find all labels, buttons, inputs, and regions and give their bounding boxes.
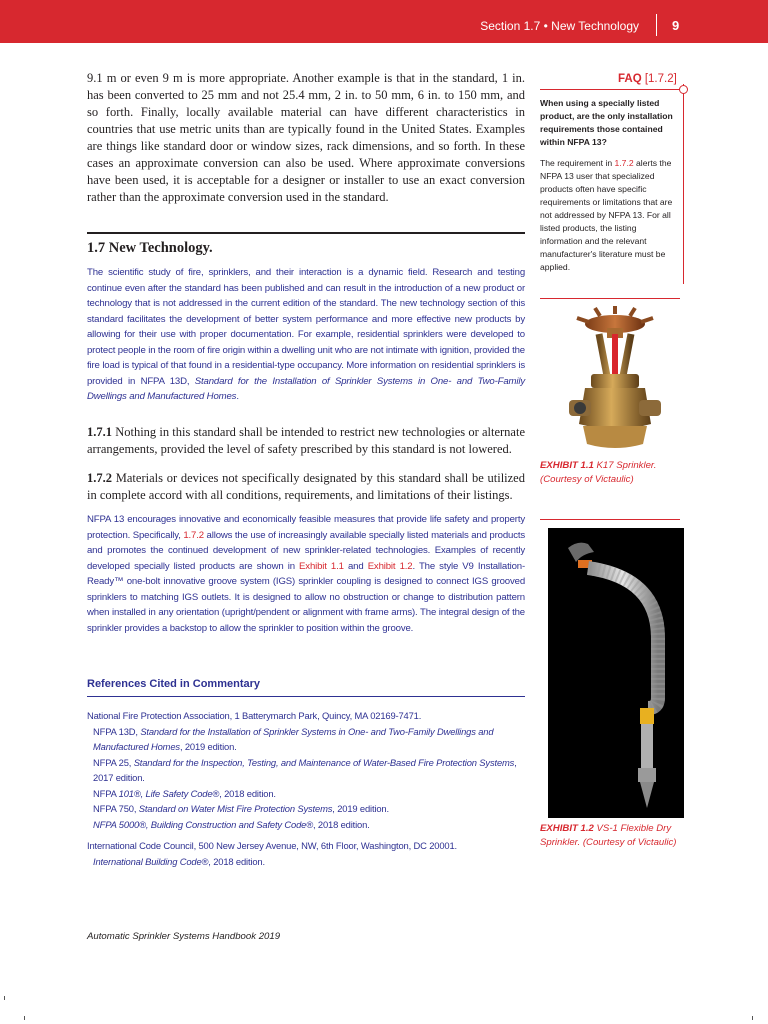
vs1-flexible-dry-sprinkler-image <box>548 528 684 818</box>
references-rule <box>87 696 525 697</box>
reference-item: International Building Code®, 2018 edition. <box>93 855 265 867</box>
header-divider <box>656 14 657 36</box>
sidebar-divider <box>683 84 684 284</box>
exhibit-caption-text: K17 Sprinkler. (Courtesy of Victaulic) <box>540 460 657 485</box>
faq-link-1-7-2[interactable]: 1.7.2 <box>614 158 634 168</box>
commentary-text: allows the use of increasingly available specially listed materials and products and promotes the continued development of new sprinkler-related technologies. Examples of recently developed specially listed products are shown in <box>87 529 526 572</box>
reference-org: International Code Council, 500 New Jersey Avenue, NW, 6th Floor, Washington, DC 20001. <box>87 840 457 851</box>
faq-marker-icon <box>679 85 688 94</box>
commentary-text: . The style V9 Installation-Ready™ one-bolt innovative groove system (IGS) sprinkler coupling is designed to connect IGS grooved sprinklers to matching IGS outlets. It is designed to allow no obstruction or change to distribution pattern when installed in any orientation (upright/pendent or alignment with frame arms). The integral design of the sprinkler provides a backstop to allow the sprinkler to position within the groove. <box>87 560 525 634</box>
crop-mark <box>752 1016 753 1020</box>
faq-answer: The requirement in 1.7.2 alerts the NFPA 13 user that specialized products often have specific requirements or limitations that are not addressed by NFPA 13. For all listed products, the listing information and the relevant manufacturer's literature must be applied. <box>540 158 673 272</box>
crop-mark <box>24 1016 25 1020</box>
page-number: 9 <box>672 18 680 33</box>
commentary-text: and <box>343 560 368 572</box>
exhibit-label: EXHIBIT 1.1 <box>540 460 594 471</box>
link-exhibit-1-2[interactable]: Exhibit 1.2 <box>367 560 413 572</box>
faq-label: FAQ <box>618 73 642 85</box>
commentary-text: The scientific study of fire, sprinklers, and their interaction is a dynamic field. Research and testing continue even after the standard has been published and can result in the introduction of a new product or technology that is not addressed in the current edition of the standard. The new technology section of this standard facilitates the development of better system performance and more effective new products by allowing for their use with proper documentation. For example, residential sprinklers were developed to protect people in the room of fire origin within a dwelling unit who are not intimate with ignition, provided the fire load is typical of that found in a residential-type occupancy. More information on residential sprinklers is provided in NFPA 13D, <box>87 267 525 387</box>
reference-item: NFPA 101®, Life Safety Code®, 2018 edition. <box>93 787 276 799</box>
section-number: 1.7.1 <box>87 425 112 439</box>
faq-question: When using a specially listed product, are the only installation requirements those contained within NFPA 13? <box>540 98 673 147</box>
commentary-text: NFPA 13 encourages innovative and economically feasible measures that provide life safety and property protection. Specifically, <box>87 514 525 541</box>
exhibit-1-1-caption <box>540 459 680 487</box>
faq-rule <box>540 89 680 90</box>
section-1-7-1 <box>87 424 525 458</box>
intro-paragraph: 9.1 m or even 9 m is more appropriate. Another example is that in the standard, 1 in. has been converted to 25 mm and not 25.4 mm, 2 in. to 50 mm, 6 in. to 150 mm, and so forth. Finally, locally available material can have different characteristics in countries that use metric units than are typically found in the United States. Examples are things like standard door or window sizes, rack dimensions, and so forth. In these cases an approximate conversion can also be used. Where approximate conversions have been used, it is acceptable for a designer or installer to use an exact conversion rather than the approximate conversion used in the standard. <box>87 71 525 204</box>
references-list <box>87 708 525 869</box>
reference-item: NFPA 5000®, Building Construction and Safety Code®, 2018 edition. <box>93 818 370 830</box>
link-exhibit-1-1[interactable]: Exhibit 1.1 <box>299 560 344 572</box>
exhibit-1-2-caption <box>540 822 680 850</box>
page-header <box>0 0 768 43</box>
reference-item: NFPA 13D, Standard for the Installation of Sprinkler Systems in One- and Two-Family Dwellings and Manufactured Homes, 2019 edition. <box>93 725 494 752</box>
link-1-7-2[interactable]: 1.7.2 <box>183 529 204 541</box>
reference-item: NFPA 750, Standard on Water Mist Fire Protection Systems, 2019 edition. <box>93 803 389 814</box>
section-text: Materials or devices not specifically designated by this standard shall be utilized in complete accord with all conditions, requirements, and limitations of their listings. <box>87 471 525 502</box>
section-number: 1.7.2 <box>87 471 112 485</box>
section-text: Nothing in this standard shall be intended to restrict new technologies or alternate arrangements, provided the level of safety prescribed by this standard is not lowered. <box>87 425 525 456</box>
crop-mark <box>4 996 5 1000</box>
exhibit-label: EXHIBIT 1.2 <box>540 823 594 834</box>
exhibit-caption-text: VS-1 Flexible Dry Sprinkler. (Courtesy of Victaulic) <box>540 823 677 848</box>
faq-title <box>618 73 677 85</box>
nfpa-commentary <box>87 512 525 636</box>
sidebar-rule <box>540 298 680 299</box>
reference-org: National Fire Protection Association, 1 Batterymarch Park, Quincy, MA 02169-7471. <box>87 710 422 721</box>
k17-sprinkler-image <box>555 304 675 454</box>
nfpa13d-title: Standard for the Installation of Sprinkler Systems in One- and Two-Family Dwellings and Manufactured Homes <box>87 375 525 402</box>
section-rule <box>87 232 525 234</box>
section-1-7-2 <box>87 470 525 504</box>
section-heading: 1.7 New Technology. <box>87 240 213 256</box>
faq-reference: [1.7.2] <box>644 73 677 85</box>
sidebar-rule <box>540 519 680 520</box>
reference-item: NFPA 25, Standard for the Inspection, Testing, and Maintenance of Water-Based Fire Protection Systems, 2017 edition. <box>93 756 517 783</box>
section-title: Section 1.7 • New Technology <box>480 19 639 33</box>
page-footer: Automatic Sprinkler Systems Handbook 2019 <box>87 931 281 942</box>
commentary-end: . <box>236 391 239 402</box>
new-technology-commentary <box>87 265 525 405</box>
references-heading: References Cited in Commentary <box>87 678 260 690</box>
